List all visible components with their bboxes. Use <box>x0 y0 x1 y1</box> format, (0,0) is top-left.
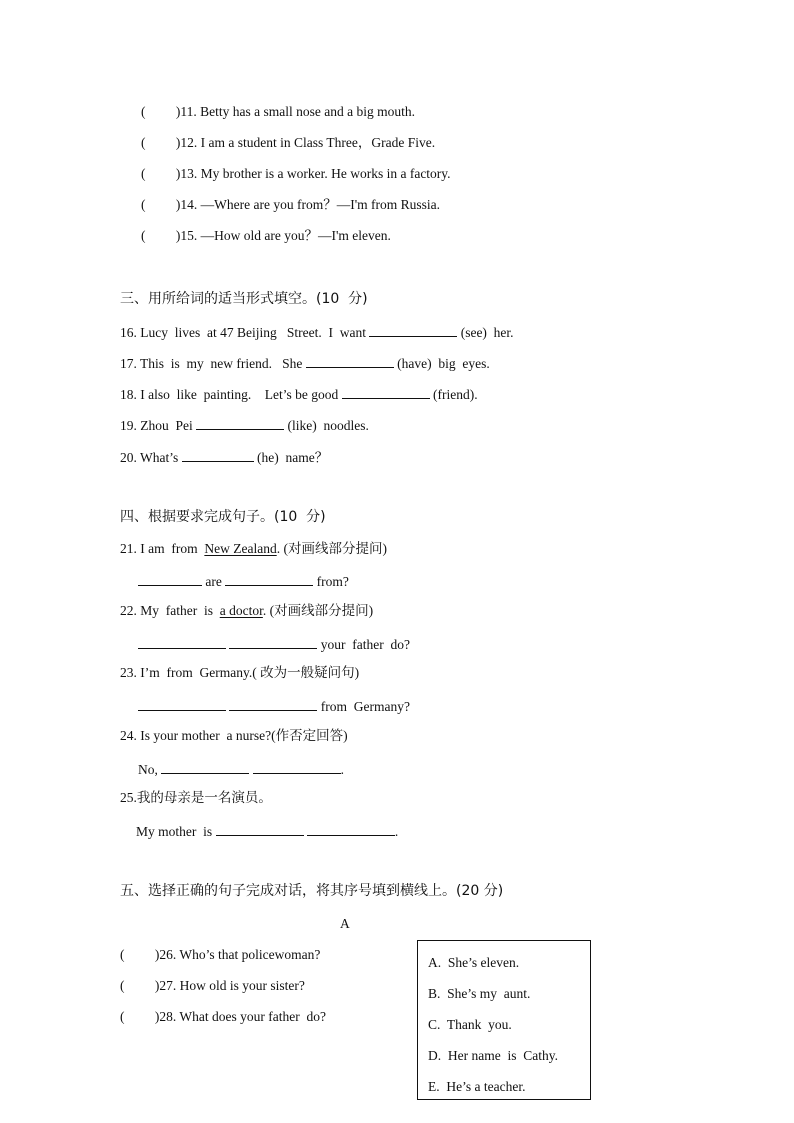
answer-blank[interactable] <box>307 821 395 836</box>
part-label: A <box>340 916 350 931</box>
answer-line-25: My mother is . <box>136 821 398 841</box>
dialog-item-28: ( )28. What does your father do? <box>120 1009 326 1024</box>
answer-paren[interactable]: ( ) <box>141 135 181 150</box>
answer-line-21: are from? <box>138 571 349 591</box>
option-b: B. She’s my aunt. <box>428 986 531 1001</box>
rewrite-item-24: 24. Is your mother a nurse?(作否定回答) <box>120 728 348 743</box>
tf-item-14: ( )14. —Where are you from？—I'm from Russia. <box>141 197 440 212</box>
answer-blank[interactable] <box>306 353 394 368</box>
dialog-item-26: ( )26. Who’s that policewoman? <box>120 947 321 962</box>
option-a: A. She’s eleven. <box>428 955 520 970</box>
answer-line-23: from Germany? <box>138 696 410 716</box>
answer-line-24: No, . <box>138 759 344 779</box>
answer-paren[interactable]: ( ) <box>120 947 160 962</box>
answer-blank[interactable] <box>196 415 284 430</box>
tf-item-15: ( )15. —How old are you？—I'm eleven. <box>141 228 391 243</box>
tf-item-11: ( )11. Betty has a small nose and a big mouth. <box>141 104 415 119</box>
section-4-heading: 四、根据要求完成句子。(10 分) <box>120 509 326 525</box>
fill-item-19: 19. Zhou Pei (like) noodles. <box>120 415 369 435</box>
answer-blank[interactable] <box>138 634 226 649</box>
option-c: C. Thank you. <box>428 1017 512 1032</box>
fill-item-20: 20. What’s (he) name？ <box>120 447 328 467</box>
rewrite-item-21: 21. I am from New Zealand. (对画线部分提问) <box>120 541 387 556</box>
underlined-phrase: a doctor <box>219 603 263 618</box>
rewrite-item-22: 22. My father is a doctor. (对画线部分提问) <box>120 603 374 618</box>
option-e: E. He’s a teacher. <box>428 1079 526 1094</box>
fill-item-18: 18. I also like painting. Let’s be good (friend). <box>120 384 478 404</box>
option-d: D. Her name is Cathy. <box>428 1048 558 1063</box>
answer-paren[interactable]: ( ) <box>120 1009 160 1024</box>
answer-blank[interactable] <box>253 759 341 774</box>
answer-blank[interactable] <box>229 696 317 711</box>
answer-blank[interactable] <box>138 696 226 711</box>
fill-item-17: 17. This is my new friend. She (have) big eyes. <box>120 353 490 373</box>
answer-paren[interactable]: ( ) <box>141 228 181 243</box>
section-5-heading: 五、选择正确的句子完成对话，将其序号填到横线上。(20 分) <box>120 883 504 899</box>
tf-item-13: ( )13. My brother is a worker. He works in a factory. <box>141 166 451 181</box>
answer-paren[interactable]: ( ) <box>141 166 181 181</box>
dialog-item-27: ( )27. How old is your sister? <box>120 978 305 993</box>
answer-blank[interactable] <box>182 447 254 462</box>
rewrite-item-23: 23. I’m from Germany.( 改为一般疑问句) <box>120 665 360 680</box>
answer-blank[interactable] <box>342 384 430 399</box>
fill-item-16: 16. Lucy lives at 47 Beijing Street. I want (see) her. <box>120 322 514 342</box>
answer-blank[interactable] <box>138 571 202 586</box>
answer-paren[interactable]: ( ) <box>120 978 160 993</box>
answer-blank[interactable] <box>369 322 457 337</box>
options-box <box>417 940 591 1100</box>
answer-blank[interactable] <box>216 821 304 836</box>
underlined-phrase: New Zealand <box>204 541 277 556</box>
section-3-heading: 三、用所给词的适当形式填空。(10 分) <box>120 291 368 307</box>
answer-line-22: your father do? <box>138 634 410 654</box>
rewrite-item-25: 25.我的母亲是一名演员。 <box>120 790 272 805</box>
answer-blank[interactable] <box>161 759 249 774</box>
tf-item-12: ( )12. I am a student in Class Three，Grade Five. <box>141 135 436 150</box>
answer-blank[interactable] <box>225 571 313 586</box>
answer-blank[interactable] <box>229 634 317 649</box>
answer-paren[interactable]: ( ) <box>141 104 181 119</box>
answer-paren[interactable]: ( ) <box>141 197 181 212</box>
